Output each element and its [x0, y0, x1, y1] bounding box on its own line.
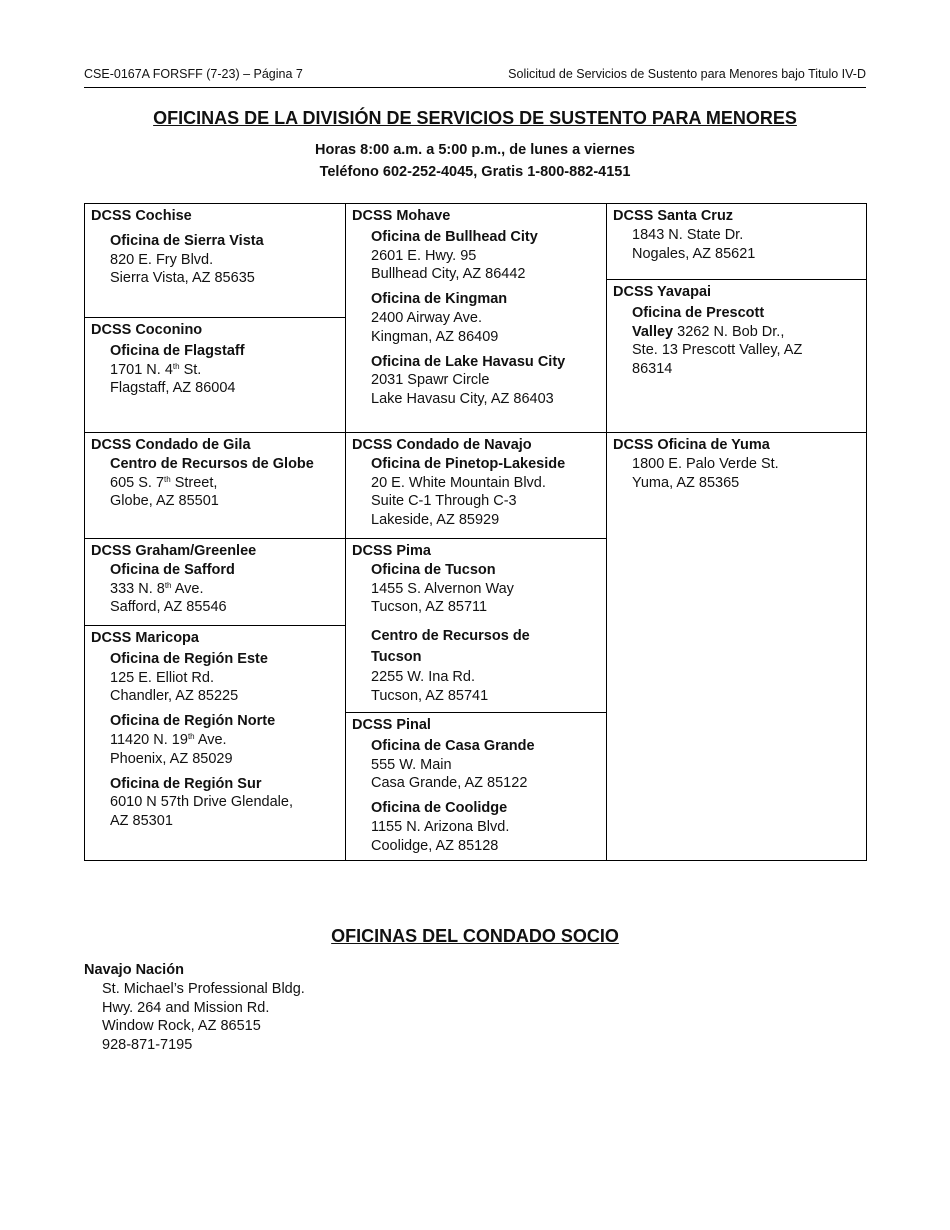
office-address: 605 S. 7th Street,	[110, 474, 218, 491]
office-city: Coolidge, AZ 85128	[371, 837, 499, 854]
office-name: Centro de Recursos de Globe	[110, 455, 314, 472]
office-cell-mohave	[345, 203, 607, 433]
partner-office-navajo	[84, 961, 305, 1055]
office-name: Oficina de Sierra Vista	[110, 232, 264, 249]
partner-name: Navajo Nación	[84, 962, 184, 978]
office-city: Bullhead City, AZ 86442	[371, 266, 526, 283]
partner-building: St. Michael’s Professional Bldg.	[102, 980, 305, 997]
office-city: Tucson, AZ 85741	[371, 687, 489, 704]
office-cell-graham-greenlee	[84, 538, 346, 626]
office-address: 1843 N. State Dr.	[632, 226, 744, 243]
office-cell-navajo	[345, 432, 607, 539]
office-address: 20 E. White Mountain Blvd.	[371, 474, 546, 491]
county-name: DCSS Oficina de Yuma	[613, 437, 770, 453]
office-cell-maricopa	[84, 625, 346, 861]
office-hours: Horas 8:00 a.m. a 5:00 p.m., de lunes a viernes	[315, 142, 635, 158]
office-address: 2601 E. Hwy. 95	[371, 247, 477, 264]
phone-numbers: Teléfono 602-252-4045, Gratis 1-800-882-4151	[319, 164, 631, 180]
office-name: Oficina de Kingman	[371, 291, 508, 308]
county-name: DCSS Coconino	[91, 322, 203, 338]
form-title: Solicitud de Servicios de Sustento para Menores bajo Titulo IV-D	[508, 67, 866, 81]
office-suite: Ste. 13 Prescott Valley, AZ	[632, 342, 803, 359]
office-city: Kingman, AZ 86409	[371, 328, 499, 345]
partner-city: Window Rock, AZ 86515	[102, 1018, 261, 1035]
office-cell-yuma	[606, 432, 867, 861]
office-cell-gila	[84, 432, 346, 539]
office-address: 2255 W. Ina Rd.	[371, 669, 475, 686]
office-city: Safford, AZ 85546	[110, 599, 227, 616]
office-city: Flagstaff, AZ 86004	[110, 380, 236, 397]
office-name: Oficina de Tucson	[371, 561, 496, 578]
county-name: DCSS Pinal	[352, 717, 431, 733]
office-address: 6010 N 57th Drive Glendale,	[110, 794, 293, 811]
office-address: 11420 N. 19th Ave.	[110, 731, 227, 748]
office-city: Yuma, AZ 85365	[632, 474, 740, 491]
office-address: 1155 N. Arizona Blvd.	[371, 818, 510, 835]
office-address: 555 W. Main	[371, 756, 452, 773]
office-city: Casa Grande, AZ 85122	[371, 775, 528, 792]
office-city: Sierra Vista, AZ 85635	[110, 270, 255, 287]
county-name: DCSS Mohave	[352, 208, 451, 224]
county-name: DCSS Santa Cruz	[613, 208, 734, 224]
office-name: Oficina de Flagstaff	[110, 342, 245, 359]
county-name: DCSS Yavapai	[613, 284, 712, 300]
office-city: Nogales, AZ 85621	[632, 245, 756, 262]
office-city: AZ 85301	[110, 813, 173, 830]
page-header	[84, 67, 866, 88]
office-address: 820 E. Fry Blvd.	[110, 251, 214, 268]
county-name: DCSS Cochise	[91, 208, 192, 224]
office-name: Oficina de Safford	[110, 561, 235, 578]
county-name: DCSS Maricopa	[91, 630, 199, 646]
office-address: 2031 Spawr Circle	[371, 372, 490, 389]
office-address: 1800 E. Palo Verde St.	[632, 455, 779, 472]
office-address: 333 N. 8th Ave.	[110, 580, 204, 597]
county-name: DCSS Condado de Navajo	[352, 437, 532, 453]
office-address: 1455 S. Alvernon Way	[371, 580, 514, 597]
office-city: Lake Havasu City, AZ 86403	[371, 391, 554, 408]
office-city: Chandler, AZ 85225	[110, 688, 239, 705]
office-address: 2400 Airway Ave.	[371, 309, 482, 326]
form-number: CSE-0167A FORSFF (7-23) – Página 7	[84, 67, 303, 81]
office-name: Oficina de Coolidge	[371, 800, 508, 817]
office-cell-pinal	[345, 712, 607, 861]
office-name: Oficina de Prescott	[632, 304, 765, 321]
office-suite: Suite C-1 Through C-3	[371, 493, 517, 510]
office-name: Centro de Recursos de Tucson	[371, 628, 530, 666]
office-city: Phoenix, AZ 85029	[110, 750, 233, 767]
office-name: Oficina de Lake Havasu City	[371, 353, 566, 370]
office-cell-yavapai	[606, 279, 867, 433]
office-address: Valley 3262 N. Bob Dr.,	[632, 323, 785, 340]
office-cell-pima	[345, 538, 607, 713]
office-name: Oficina de Bullhead City	[371, 228, 538, 245]
office-name: Oficina de Región Sur	[110, 775, 262, 792]
office-city: Globe, AZ 85501	[110, 493, 219, 510]
page-title: OFICINAS DE LA DIVISIÓN DE SERVICIOS DE SUSTENTO PARA MENORES	[153, 108, 797, 128]
office-cell-cochise	[84, 203, 346, 318]
partner-phone: 928-871-7195	[102, 1037, 193, 1054]
office-zip: 86314	[632, 361, 673, 378]
office-city: Lakeside, AZ 85929	[371, 512, 500, 529]
partner-address: Hwy. 264 and Mission Rd.	[102, 999, 270, 1016]
partner-offices-title: OFICINAS DEL CONDADO SOCIO	[331, 926, 619, 946]
office-name: Oficina de Región Este	[110, 650, 268, 667]
county-name: DCSS Graham/Greenlee	[91, 543, 257, 559]
office-address: 125 E. Elliot Rd.	[110, 669, 214, 686]
office-name: Oficina de Región Norte	[110, 713, 276, 730]
office-cell-santa-cruz	[606, 203, 867, 280]
county-name: DCSS Pima	[352, 543, 431, 559]
office-cell-coconino	[84, 317, 346, 433]
office-name: Oficina de Casa Grande	[371, 737, 535, 754]
office-city: Tucson, AZ 85711	[371, 599, 488, 616]
county-name: DCSS Condado de Gila	[91, 437, 251, 453]
office-name: Oficina de Pinetop-Lakeside	[371, 455, 566, 472]
office-address: 1701 N. 4th St.	[110, 361, 202, 378]
